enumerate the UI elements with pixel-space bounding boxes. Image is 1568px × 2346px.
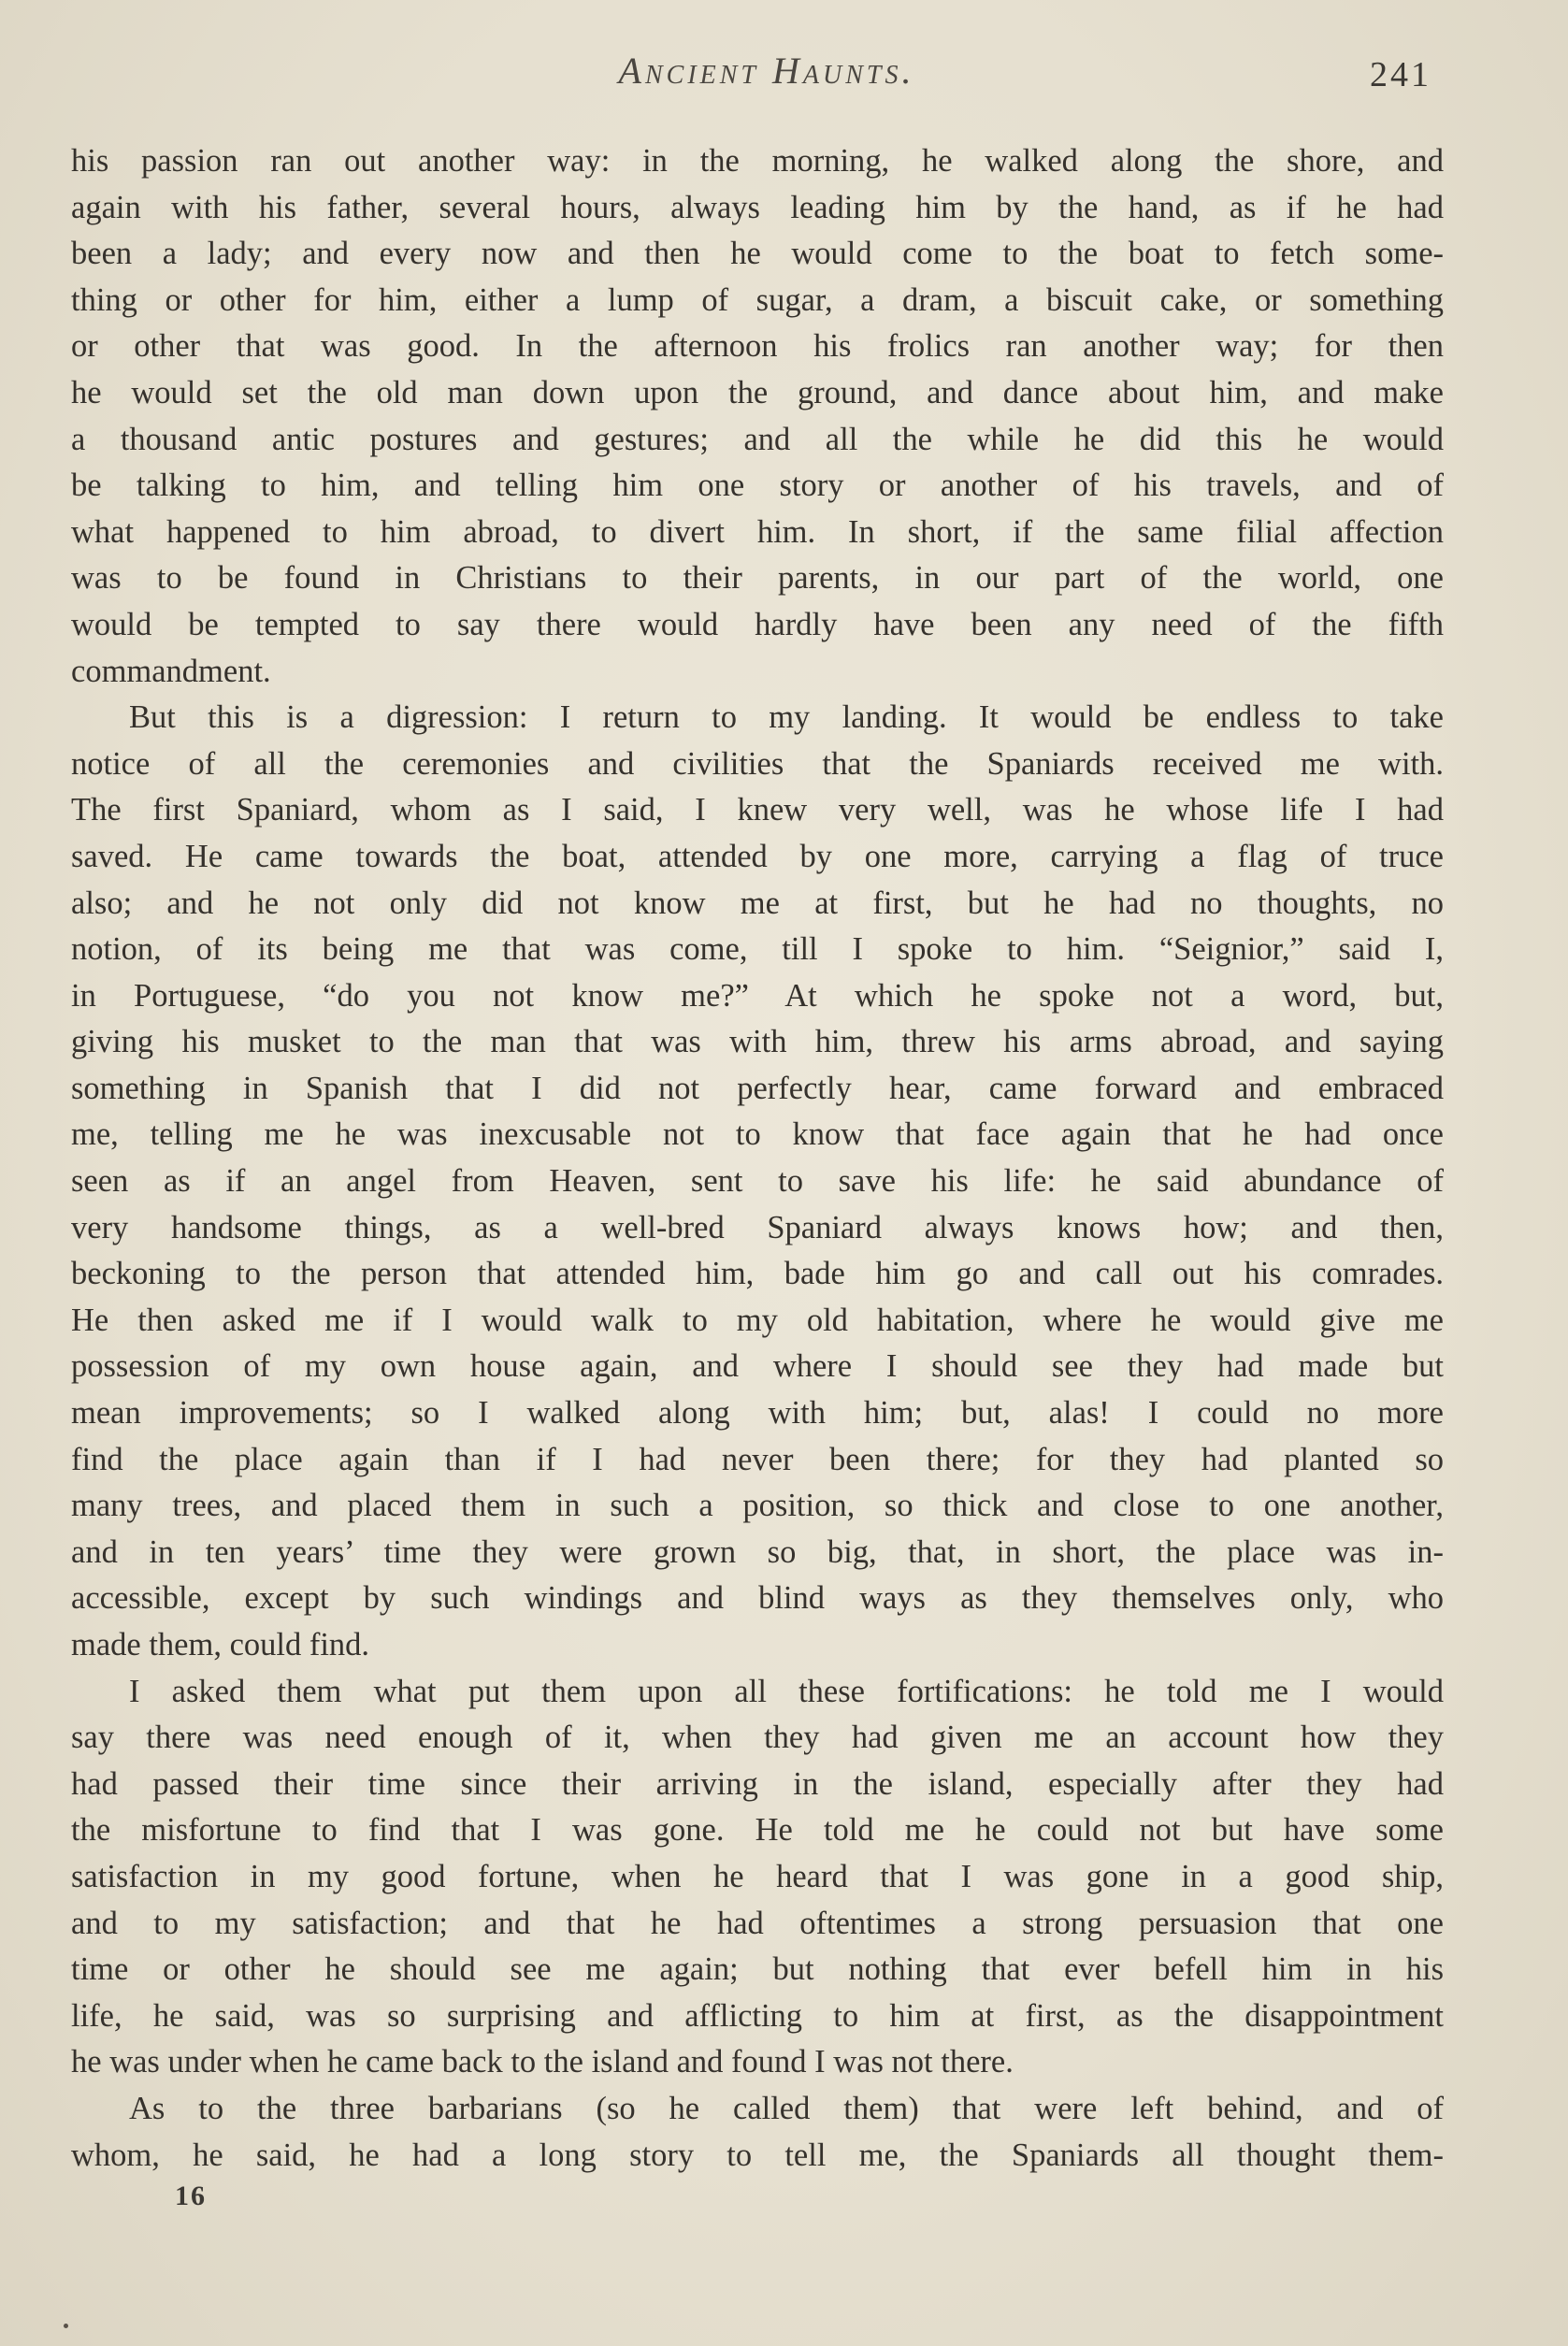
text-line: mean improvements; so I walked along with him; but, alas! I could no more bbox=[71, 1395, 1444, 1432]
text-line: very handsome things, as a well-bred Spaniard always knows how; and then, bbox=[71, 1209, 1444, 1245]
text-line: beckoning to the person that attended him, bade him go and call out his comrades. bbox=[71, 1256, 1444, 1292]
text-line: also; and he not only did not know me at first, but he had no thoughts, no bbox=[71, 885, 1444, 921]
running-title: Ancient Haunts. bbox=[618, 50, 915, 92]
text-line: He then asked me if I would walk to my old habitation, where he would give me bbox=[71, 1302, 1444, 1338]
text-line: what happened to him abroad, to divert him. In short, if the same filial affection bbox=[71, 513, 1444, 550]
text-line: many trees, and placed them in such a position, so thick and close to one another, bbox=[71, 1488, 1444, 1524]
text-line: The first Spaniard, whom as I said, I knew very well, was he whose life I had bbox=[71, 792, 1444, 828]
text-line: notice of all the ceremonies and civilities that the Spaniards received me with. bbox=[71, 745, 1444, 782]
text-line: was to be found in Christians to their parents, in our part of the world, one bbox=[71, 560, 1444, 597]
text-line: find the place again than if I had never been there; for they had planted so bbox=[71, 1441, 1444, 1477]
text-line: whom, he said, he had a long story to tell me, the Spaniards all thought them- bbox=[71, 2137, 1444, 2173]
text-line: seen as if an angel from Heaven, sent to save his life: he said abundance of bbox=[71, 1163, 1444, 1200]
text-line: been a lady; and every now and then he would come to the boat to fetch some- bbox=[71, 236, 1444, 272]
running-head bbox=[0, 49, 1568, 105]
text-line: a thousand antic postures and gestures; and all the while he did this he would bbox=[71, 421, 1444, 457]
text-line: I asked them what put them upon all these fortifications: he told me I would bbox=[129, 1673, 1444, 1709]
text-line: and to my satisfaction; and that he had oftentimes a strong persuasion that one bbox=[71, 1905, 1444, 1941]
text-line: say there was need enough of it, when they had given me an account how they bbox=[71, 1720, 1444, 1756]
text-line: possession of my own house again, and where I should see they had made but bbox=[71, 1348, 1444, 1385]
text-line: notion, of its being me that was come, till I spoke to him. “Seignior,” said I, bbox=[71, 931, 1444, 968]
text-line: the misfortune to find that I was gone. He told me he could not but have some bbox=[71, 1812, 1444, 1849]
text-line: his passion ran out another way: in the morning, he walked along the shore, and bbox=[71, 143, 1444, 179]
text-line: would be tempted to say there would hardly have been any need of the fifth bbox=[71, 606, 1444, 642]
ink-speck bbox=[64, 2324, 68, 2328]
signature-mark: 16 bbox=[175, 2180, 207, 2211]
page-number: 241 bbox=[1370, 55, 1431, 94]
text-line: and in ten years’ time they were grown so big, that, in short, the place was in- bbox=[71, 1533, 1444, 1570]
text-line: he was under when he came back to the island and found I was not there. bbox=[71, 2044, 1014, 2080]
text-line: commandment. bbox=[71, 653, 271, 689]
text-line: But this is a digression: I return to my landing. It would be endless to take bbox=[129, 699, 1444, 736]
text-line: or other that was good. In the afternoon his frolics ran another way; for then bbox=[71, 328, 1444, 365]
text-line: again with his father, several hours, always leading him by the hand, as if he had bbox=[71, 189, 1444, 225]
text-line: in Portuguese, “do you not know me?” At which he spoke not a word, but, bbox=[71, 977, 1444, 1014]
text-line: thing or other for him, either a lump of sugar, a dram, a biscuit cake, or something bbox=[71, 281, 1444, 318]
text-line: time or other he should see me again; but nothing that ever befell him in his bbox=[71, 1951, 1444, 1988]
text-line: saved. He came towards the boat, attended by one more, carrying a flag of truce bbox=[71, 838, 1444, 874]
text-line: something in Spanish that I did not perfectly hear, came forward and embraced bbox=[71, 1070, 1444, 1106]
text-line: As to the three barbarians (so he called them) that were left behind, and of bbox=[129, 2090, 1444, 2126]
text-line: he would set the old man down upon the ground, and dance about him, and make bbox=[71, 374, 1444, 410]
text-line: me, telling me he was inexcusable not to know that face again that he had once bbox=[71, 1116, 1444, 1153]
text-line: satisfaction in my good fortune, when he heard that I was gone in a good ship, bbox=[71, 1858, 1444, 1894]
text-line: accessible, except by such windings and blind ways as they themselves only, who bbox=[71, 1580, 1444, 1617]
body-text bbox=[71, 138, 1444, 2179]
text-line: had passed their time since their arriving in the island, especially after they had bbox=[71, 1765, 1444, 1802]
text-line: giving his musket to the man that was with him, threw his arms abroad, and saying bbox=[71, 1024, 1444, 1060]
text-line: be talking to him, and telling him one story or another of his travels, and of bbox=[71, 468, 1444, 504]
text-line: made them, could find. bbox=[71, 1627, 370, 1662]
text-line: life, he said, was so surprising and afflicting to him at first, as the disappointment bbox=[71, 1997, 1444, 2034]
